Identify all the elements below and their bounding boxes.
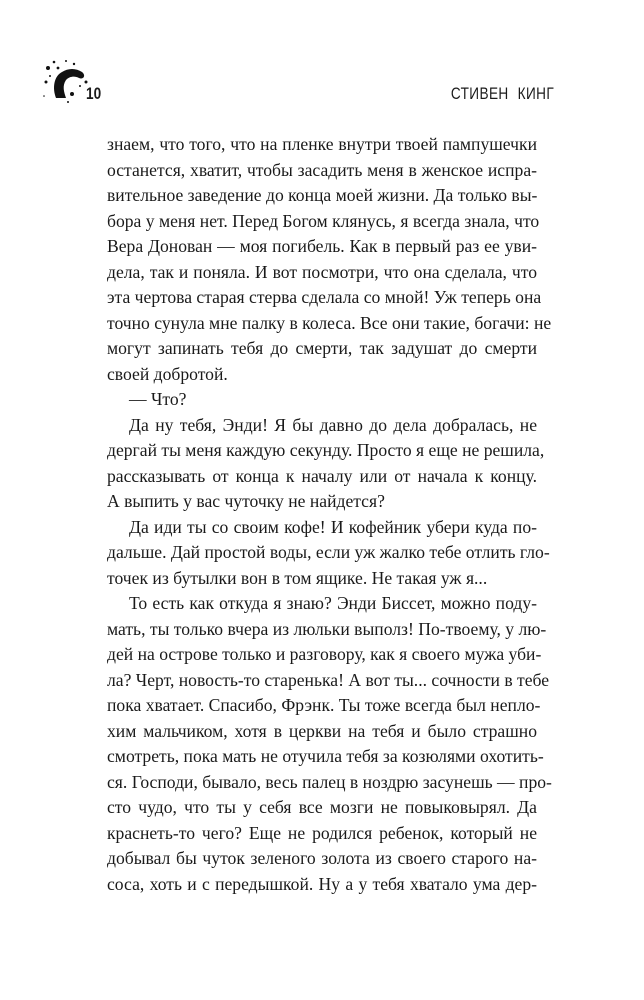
text-line: — Что? <box>129 389 187 409</box>
text-line: ся. Господи, бывало, весь палец в ноздрю засунешь — про- <box>107 771 552 792</box>
text-line: рассказывать от конца к началу или от начала к концу. <box>107 465 537 486</box>
text-line: добывал бы чуток зеленого золота из своего старого на- <box>107 848 537 868</box>
page-number: 10 <box>86 84 102 103</box>
text-line: бора у меня нет. Перед Богом клянусь, я всегда знала, что <box>107 210 540 231</box>
text-line: мать, ты только вчера из люльки выполз! По-твоему, у лю- <box>107 618 547 639</box>
text-line: дела, так и поняла. И вот посмотри, что она сделала, что <box>107 261 537 282</box>
text-line: соса, хоть и с передышкой. Ну а у тебя хватало ума дер- <box>107 873 537 894</box>
text-line: точно сунула мне палку в колеса. Все они такие, богачи: не <box>107 312 552 333</box>
text-line: Вера Донован — моя погибель. Как в первый раз ее уви- <box>107 236 537 256</box>
text-line: останется, хватит, чтобы засадить меня в женское испра- <box>107 159 537 180</box>
body-text <box>107 132 552 897</box>
paragraph <box>107 591 552 897</box>
text-line: дергай ты меня каждую секунду. Просто я еще не решила, <box>107 440 545 460</box>
running-head-author: СТИВЕН КИНГ <box>450 84 554 103</box>
paragraph <box>107 413 545 515</box>
text-line: ла? Черт, новость-то старенька! А вот ты... сочности в тебе <box>107 669 550 690</box>
text-line: Да ну тебя, Энди! Я бы давно до дела добралась, не <box>129 414 537 435</box>
text-line: вительное заведение до конца моей жизни. Да только вы- <box>107 185 538 205</box>
text-line: смотреть, пока мать не отучила тебя за козюлями охотить- <box>107 746 544 766</box>
text-line: знаем, что того, что на пленке внутри твоей пампушечки <box>107 134 537 154</box>
paragraph <box>107 515 550 592</box>
text-line: дей на острове только и разговору, как я своего мужа уби- <box>107 644 542 664</box>
text-line: точек из бутылки вон в том ящике. Не такая уж я... <box>107 567 488 588</box>
text-line: пока хватает. Спасибо, Фрэнк. Ты тоже всегда был непло- <box>107 695 541 715</box>
text-line: эта чертова старая стерва сделала со мной! Уж теперь она <box>107 287 542 307</box>
text-line: краснеть-то чего? Еще не родился ребенок, который не <box>107 822 537 843</box>
text-line: То есть как откуда я знаю? Энди Биссет, можно поду- <box>129 593 537 613</box>
text-line: сто чудо, что ты у себя все мозги не повыковырял. Да <box>107 797 537 817</box>
text-line: могут запинать тебя до смерти, так задушат до смерти <box>107 338 537 358</box>
text-line: дальше. Дай простой воды, если уж жалко тебе отлить гло- <box>107 542 550 562</box>
paragraph <box>107 387 537 413</box>
text-line: Да иди ты со своим кофе! И кофейник убери куда по- <box>129 516 537 537</box>
paragraph <box>107 132 552 387</box>
text-line: хим мальчиком, хотя в церкви на тебя и было страшно <box>107 720 537 741</box>
text-line: А выпить у вас чуточку не найдется? <box>107 491 385 511</box>
text-line: своей добротой. <box>107 363 228 384</box>
